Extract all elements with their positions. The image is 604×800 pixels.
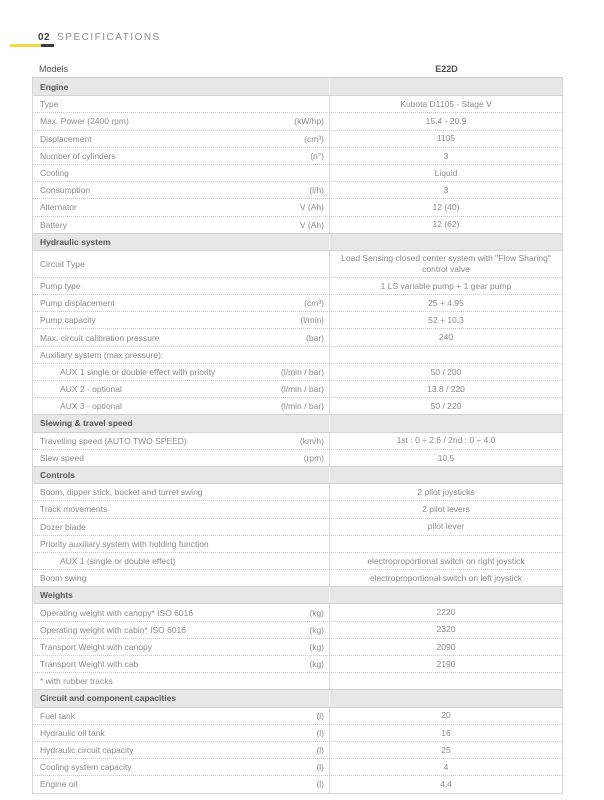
spec-row-boom-dipper-stick-bucket-and-turret-swing (33, 483, 562, 500)
section-title: Weights (40, 590, 73, 601)
spec-value: electroproportional switch on left joystick (369, 572, 523, 583)
spec-value: 1105 (436, 133, 456, 144)
spec-label: Track movements (40, 504, 108, 515)
section-number: 02 (38, 32, 51, 43)
spec-label-cell (33, 148, 330, 164)
spec-row-with-rubber-tracks (33, 672, 562, 689)
spec-unit: (kg) (309, 659, 324, 670)
spec-label-cell (33, 604, 330, 620)
spec-label-cell (33, 519, 330, 535)
spec-value: 15.4 - 20.9 (425, 116, 467, 127)
spec-value: 13.8 / 220 (427, 383, 465, 394)
table-column-headers (32, 61, 563, 77)
section-title: Engine (40, 81, 69, 92)
spec-value: 4.4 (440, 779, 452, 790)
spec-row-engine-oil (33, 775, 562, 792)
spec-label-cell (33, 312, 330, 328)
spec-label: Pump capacity (40, 315, 96, 326)
section-title: Slewing & travel speed (40, 418, 133, 429)
spec-label: AUX 1 (single or double effect) (60, 555, 176, 566)
spec-label-cell (33, 278, 330, 294)
section-header-circuit-and-component-capacities (33, 689, 562, 706)
spec-label: Operating weight with canopy* ISO 6016 (40, 607, 194, 618)
spec-row-transport-weight-with-cab (33, 655, 562, 672)
spec-unit: (l) (316, 727, 324, 738)
spec-label: AUX 3 - optional (60, 401, 122, 412)
spec-value: 3 (443, 150, 449, 161)
spec-unit: (bar) (306, 332, 324, 343)
spec-unit: (n°) (310, 150, 324, 161)
spec-unit: (cm³) (304, 298, 324, 309)
spec-value: 1st : 0 ÷ 2.6 / 2nd : 0 ÷ 4.0 (396, 435, 496, 446)
spec-label-cell (33, 113, 330, 129)
spec-unit: (kW/hp) (294, 116, 324, 127)
section-value-cell (330, 690, 562, 706)
spec-value: 12 (62) (432, 219, 460, 230)
spec-label-cell (33, 656, 330, 672)
section-title: Circuit and component capacities (40, 693, 177, 704)
spec-value: 16 (441, 727, 451, 738)
spec-table-wrapper (32, 61, 563, 794)
spec-value: 12 (40) (432, 202, 460, 213)
spec-label: Operating weight with cabin* ISO 6016 (40, 624, 187, 635)
spec-label: Max. circuit calibration pressure (40, 332, 160, 343)
spec-row-pump-type (33, 277, 562, 294)
spec-label-cell (33, 450, 330, 466)
spec-label: Circuit Type (40, 258, 85, 269)
spec-row-priority-auxiliary-system-with-holding-function (33, 535, 562, 552)
spec-label-cell (33, 131, 330, 147)
section-value-cell (330, 587, 562, 603)
spec-value: Kubota D1105 - Stage V (400, 98, 492, 109)
spec-value: 240 (438, 332, 454, 343)
spec-label: Engine oil (40, 779, 78, 790)
spec-label: Displacement (40, 133, 92, 144)
spec-label: Max. Power (2400 rpm) (40, 116, 129, 127)
spec-row-battery (33, 216, 562, 233)
spec-label: Slew speed (40, 452, 84, 463)
spec-label: Pump type (40, 280, 81, 291)
spec-unit: (l/min / bar) (281, 384, 324, 395)
spec-label-cell (33, 217, 330, 233)
spec-label-cell (33, 553, 330, 569)
spec-unit: (l/min / bar) (281, 366, 324, 377)
spec-row-slew-speed (33, 449, 562, 466)
spec-unit: (cm³) (304, 133, 324, 144)
spec-row-travelling-speed-auto-two-speed (33, 432, 562, 449)
spec-table (32, 77, 563, 794)
spec-value: Liquid (434, 167, 458, 178)
spec-value: 2 pilot levers (422, 504, 470, 515)
spec-value: electroproportional switch on right joystick (367, 555, 525, 566)
section-value-cell (330, 467, 562, 483)
spec-row-aux-1-single-or-double-effect (33, 552, 562, 569)
section-title-cell (33, 690, 330, 706)
spec-label: Type (40, 99, 59, 110)
spec-value (330, 347, 562, 363)
spec-label-cell (33, 484, 330, 500)
spec-label: Hydraulic circuit capacity (40, 745, 134, 756)
spec-unit: (l) (316, 779, 324, 790)
spec-unit: V (Ah) (299, 219, 324, 230)
spec-value (330, 536, 562, 552)
spec-label: Priority auxiliary system with holding function (40, 538, 209, 549)
spec-label-cell (33, 182, 330, 198)
page-title: SPECIFICATIONS (57, 32, 161, 43)
spec-row-track-movements (33, 500, 562, 517)
spec-value: Load Sensing closed center system with "Flow Sharing" control valve (341, 253, 551, 274)
spec-label-cell (33, 329, 330, 345)
spec-label: AUX 2 - optional (60, 384, 122, 395)
spec-value: 50 / 200 (430, 366, 462, 377)
spec-label: Cooling system capacity (40, 762, 132, 773)
section-value-cell (330, 415, 562, 431)
spec-value: 52 + 10.3 (428, 315, 464, 326)
section-title: Controls (40, 470, 75, 481)
spec-label: Transport Weight with canopy (40, 641, 152, 652)
spec-label-cell (33, 536, 330, 552)
spec-row-hydraulic-oil-tank (33, 724, 562, 741)
spec-row-auxiliary-system-max-pressure (33, 346, 562, 363)
spec-value: 2 pilot joysticks (417, 486, 475, 497)
section-header-engine (33, 78, 562, 95)
spec-value: pilot lever (427, 521, 465, 532)
spec-label-cell (33, 708, 330, 724)
spec-label-cell (33, 639, 330, 655)
spec-value: 2220 (436, 607, 456, 618)
spec-row-dozer-blade (33, 518, 562, 535)
spec-row-max-power-2400-rpm (33, 112, 562, 129)
spec-value: 25 (441, 744, 451, 755)
spec-unit: (l) (316, 745, 324, 756)
section-title-cell (33, 78, 330, 95)
spec-unit: (rpm) (303, 452, 324, 463)
spec-label: Auxiliary system (max pressure): (40, 349, 164, 360)
header-accent-rule (10, 44, 54, 47)
spec-row-hydraulic-circuit-capacity (33, 741, 562, 758)
spec-label-cell (33, 501, 330, 517)
section-header-weights (33, 586, 562, 603)
spec-value: 25 + 4.95 (428, 297, 464, 308)
spec-label-cell (33, 199, 330, 215)
spec-label-cell (33, 673, 330, 689)
spec-value: 50 / 220 (430, 400, 462, 411)
spec-unit: (l/h) (309, 185, 324, 196)
spec-label: Boom swing (40, 573, 87, 584)
spec-label-cell (33, 347, 330, 363)
spec-label-cell (33, 251, 330, 277)
spec-row-alternator (33, 198, 562, 215)
section-title-cell (33, 467, 330, 483)
spec-row-number-of-cylinders (33, 147, 562, 164)
spec-label-cell (33, 725, 330, 741)
spec-label: AUX 1 single or double effect with priority (60, 366, 216, 377)
spec-label-cell (33, 295, 330, 311)
spec-row-circuit-type (33, 250, 562, 277)
spec-row-pump-capacity (33, 311, 562, 328)
spec-label-cell (33, 96, 330, 112)
spec-label-cell (33, 570, 330, 586)
spec-label: Cooling (40, 168, 69, 179)
spec-label: Number of cylinders (40, 150, 116, 161)
spec-unit: (l/min / bar) (281, 401, 324, 412)
spec-label-cell (33, 165, 330, 181)
accent-rule-yellow (10, 44, 41, 47)
spec-label: Fuel tank (40, 710, 75, 721)
spec-row-cooling (33, 164, 562, 181)
spec-row-fuel-tank (33, 707, 562, 724)
spec-value: 4 (443, 761, 449, 772)
spec-row-max-circuit-calibration-pressure (33, 328, 562, 345)
spec-label-cell (33, 742, 330, 758)
spec-label: Battery (40, 219, 67, 230)
spec-value: 2190 (436, 658, 456, 669)
spec-row-aux-3-optional (33, 397, 562, 414)
spec-label-cell (33, 398, 330, 414)
spec-row-aux-2-optional (33, 380, 562, 397)
spec-value (330, 673, 562, 689)
section-value-cell (330, 234, 562, 250)
spec-label: Transport Weight with cab (40, 659, 139, 670)
section-title-cell (33, 234, 330, 250)
spec-row-operating-weight-with-cabin-iso-6016 (33, 621, 562, 638)
spec-row-pump-displacement (33, 294, 562, 311)
spec-value: 1 LS variable pump + 1 gear pump (380, 280, 512, 291)
spec-row-displacement (33, 130, 562, 147)
spec-label-cell (33, 364, 330, 380)
model-name: E22D (435, 64, 458, 74)
spec-unit: (kg) (309, 641, 324, 652)
spec-unit: (km/h) (299, 435, 324, 446)
spec-unit: (l/min) (300, 315, 324, 326)
spec-label: Boom, dipper stick, bucket and turret swing (40, 487, 203, 498)
spec-value: 2090 (436, 641, 456, 652)
spec-row-consumption (33, 181, 562, 198)
spec-label: Dozer blade (40, 521, 86, 532)
accent-rule-dark (41, 44, 54, 47)
spec-label-cell (33, 759, 330, 775)
spec-label: Hydraulic oil tank (40, 727, 105, 738)
page-header (38, 27, 161, 45)
spec-row-cooling-system-capacity (33, 758, 562, 775)
section-value-cell (330, 78, 562, 95)
spec-value: 3 (443, 184, 449, 195)
spec-label: Pump displacement (40, 298, 115, 309)
spec-unit: (kg) (309, 624, 324, 635)
spec-unit: (l) (316, 710, 324, 721)
spec-label: * with rubber tracks (40, 676, 113, 687)
spec-unit: V (Ah) (299, 202, 324, 213)
spec-label-cell (33, 622, 330, 638)
spec-unit: (l) (316, 762, 324, 773)
spec-value: 20 (441, 710, 451, 721)
spec-label-cell (33, 433, 330, 449)
spec-row-operating-weight-with-canopy-iso-6016 (33, 603, 562, 620)
spec-row-type (33, 95, 562, 112)
spec-label: Travelling speed (AUTO TWO SPEED) (40, 435, 187, 446)
spec-row-aux-1-single-or-double-effect-with-priority (33, 363, 562, 380)
section-title-cell (33, 415, 330, 431)
spec-value: 2320 (436, 624, 456, 635)
section-title: Hydraulic system (40, 236, 111, 247)
section-title-cell (33, 587, 330, 603)
spec-label-cell (33, 381, 330, 397)
spec-row-boom-swing (33, 569, 562, 586)
spec-value: 10.5 (437, 452, 455, 463)
section-header-controls (33, 466, 562, 483)
spec-label: Consumption (40, 185, 91, 196)
spec-label: Alternator (40, 202, 77, 213)
models-label: Models (39, 64, 69, 74)
spec-label-cell (33, 776, 330, 792)
section-header-slewing-travel-speed (33, 414, 562, 431)
section-header-hydraulic-system (33, 233, 562, 250)
spec-row-transport-weight-with-canopy (33, 638, 562, 655)
spec-unit: (kg) (309, 607, 324, 618)
